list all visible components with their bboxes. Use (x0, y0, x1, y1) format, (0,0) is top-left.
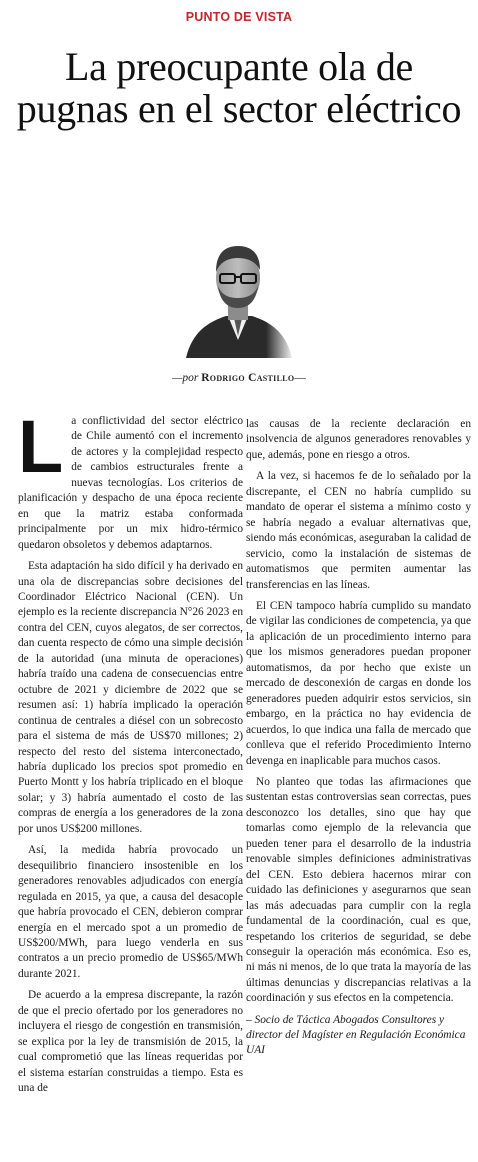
headline: La preocupante ola de pugnas en el sector eléctrico (16, 44, 462, 131)
section-tag: PUNTO DE VISTA (185, 10, 293, 24)
author-photo (182, 236, 294, 358)
article-paragraph: las causas de la reciente declaración en insolvencia de algunos generadores renovables y que, además, pone en riesgo a otros. (246, 418, 471, 461)
author-signature: – Socio de Táctica Abogados Consultores y director del Magíster en Regulación Económica UAI (246, 1013, 466, 1056)
article-paragraph: A la vez, si hacemos fe de lo señalado por la discrepante, el CEN no habría cumplido su mandato de operar el sistema a mínimo costo y se habría negado a evaluar alternativas que, siendo más económicas, aseguraban la calidad de servicio, como la instalación de sistemas de automatismos que permiten aumentar las transferencias en las líneas. (246, 470, 471, 591)
byline-suffix: — (294, 372, 306, 384)
byline-prefix: —por (172, 372, 202, 384)
article-paragraph: El CEN tampoco habría cumplido su mandato de vigilar las condiciones de competencia, ya que la aplicación de un procedimiento interno para que los mismos generadores puedan proponer automatismos, da por hecho que existe un mercado de desconexión de cargas en donde los generadores pueden adquirir estos servicios, sin embargo, en la práctica no hay evidencia de acuerdos, lo que indica una falla de mercado que conlleva que el referido Procedimiento Interno devenga en inaplicable para muchos casos. (246, 599, 471, 767)
article-paragraph: Así, la medida habría provocado un desequilibrio financiero insostenible en los generadores renovables adjudicados con energía regulada en 2015, ya que, a causa del desacople que habría provocado el CEN, debieron comprar energía en el mercado spot a un promedio de US$200/MWh, para luego venderla en sus contratos a un precio promedio de US$65/MWh durante 2021. (18, 844, 243, 980)
author-name: Rodrigo Castillo (201, 372, 295, 384)
article-paragraph: No planteo que todas las afirmaciones que sustentan estas controversias sean correctas, pues desconozco los detalles, sino que hay que tomarlas como ejemplo de la relevancia que pueden tener para el desarrollo de la industria renovable simples definiciones administrativas del CEN. Esto debiera hacernos mirar con cuidado las definiciones y asegurarnos que sean las más adecuadas para cumplir con la regla fundamental de la coordinación, cual es que, respetando los criterios de seguridad, se debe conseguir la operación más económica. Eso es, ni más ni menos, de lo que trata la mayoría de las últimas denuncias y discrepancias relativas a la coordinación y sus efectos en la competencia. (246, 775, 471, 1005)
article-column-left (18, 405, 243, 1102)
article-paragraph: Esta adaptación ha sido difícil y ha derivado en una ola de discrepancias sobre decisiones del Coordinador Eléctrico Nacional (CEN). Un ejemplo es la reciente discrepancia N°26 2023 en contra del CEN, cuyos alegatos, de ser correctos, dan cuenta respecto de cómo una simple decisión de la autoridad (una minuta de operaciones) habría traído una cadena de consecuencias entre octubre de 2021 y diciembre de 2022 que se resumen así: 1) habría implicado la operación continua de centrales a diésel con un sobrecosto para el sistema de más de US$70 millones; 2) respecto del resto del sistema interconectado, habría duplicado los precios spot promedio en Puerto Montt y los habría triplicado en el bloque solar; y 3) habría aumentado el costo de las compras de energía a los generadores de la zona por unos US$200 millones. (18, 560, 243, 835)
byline (0, 372, 478, 384)
article-column-right (246, 417, 471, 1064)
article-paragraph: La conflictividad del sector eléctrico de Chile aumentó con el incremento de actores y la complejidad respecto de cambios estructurales frente a nuevas tecnologías. Los criterios de planificación y despacho de una época reciente en que la matriz estaba conformada principalmente por un mix hidro-térmico quedaron obsoletos y debemos adaptarnos. (18, 405, 243, 551)
article-paragraph: De acuerdo a la empresa discrepante, la razón de que el precio ofertado por los generadores no incluyera el riesgo de congestión en transmisión, se explica por la ley de transmisión de 2015, la cual comprometió que las líneas requeridas por el sistema estarían construidas a tiempo. Esta es una de (18, 989, 243, 1095)
drop-cap: L (18, 405, 64, 488)
